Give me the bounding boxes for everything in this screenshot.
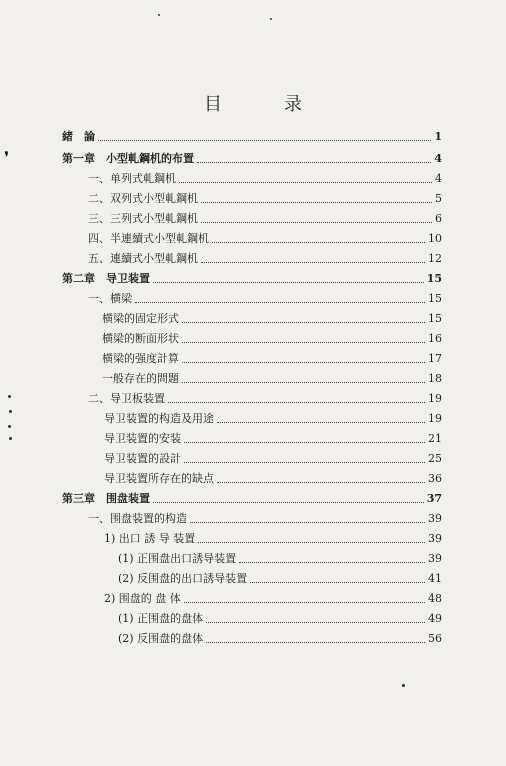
toc-entry: [102, 346, 442, 366]
toc-entry-page: 37: [426, 492, 442, 505]
toc-entry-label: 导卫装置的构造及用途: [104, 412, 214, 425]
toc-entry-page: 56: [428, 632, 442, 645]
toc-entry: [104, 426, 442, 446]
toc-entry: [118, 606, 442, 626]
toc-entry: [102, 326, 442, 346]
toc-entry: [62, 124, 442, 144]
toc-entry-label: 横梁的断面形状: [102, 332, 179, 345]
dot-leader: [212, 242, 425, 243]
toc-entry-page: 4: [434, 152, 442, 165]
toc-entry-page: 21: [428, 432, 442, 445]
dot-leader: [239, 562, 425, 563]
toc-entry: [118, 566, 442, 586]
toc-entry-page: 10: [428, 232, 442, 245]
toc-entry-page: 39: [428, 532, 442, 545]
dot-leader: [182, 382, 425, 383]
toc-entry-label: 横梁的强度計算: [102, 352, 179, 365]
toc-entry: [88, 226, 442, 246]
toc-entry-label: 导卫装置的設計: [104, 452, 181, 465]
toc-entry-label: (1) 正围盘的盘体: [118, 612, 204, 625]
toc-entry-page: 17: [428, 352, 442, 365]
toc-entry-page: 6: [435, 212, 442, 225]
dot-leader: [182, 342, 425, 343]
toc-entry: [62, 266, 442, 286]
toc-entry-page: 12: [428, 252, 442, 265]
toc-entry-page: 15: [428, 312, 442, 325]
toc-entry-label: 四、半連續式小型軋鋼机: [88, 232, 209, 245]
toc-entry-label: 第一章 小型軋鋼机的布置: [62, 152, 194, 165]
toc-entry-page: 5: [435, 192, 442, 205]
toc-entry-label: 导卫装置所存在的缺点: [104, 472, 214, 485]
scan-speck: [9, 410, 12, 413]
toc-entry: [88, 186, 442, 206]
toc-entry-page: 15: [428, 292, 442, 305]
toc-entry-page: 36: [428, 472, 442, 485]
toc-entry-page: 19: [428, 392, 442, 405]
dot-leader: [153, 502, 424, 503]
toc-entry-label: 五、連續式小型軋鋼机: [88, 252, 198, 265]
toc-entry-label: 一、横梁: [88, 292, 132, 305]
dot-leader: [206, 622, 425, 623]
scan-mark: ❜: [4, 148, 10, 167]
toc-entry-page: 41: [428, 572, 442, 585]
scan-speck: [9, 437, 12, 440]
toc-entry: [62, 146, 442, 166]
toc-entry: [102, 306, 442, 326]
toc-entry-label: 第二章 导卫装置: [62, 272, 150, 285]
dot-leader: [182, 362, 425, 363]
toc-entry-label: 第三章 围盘装置: [62, 492, 150, 505]
toc-entry: [104, 586, 442, 606]
scan-speck: [402, 684, 405, 687]
toc-entry-page: 39: [428, 552, 442, 565]
toc-entry: [62, 486, 442, 506]
toc-entry-page: 18: [428, 372, 442, 385]
toc-entry-label: 一、围盘装置的构造: [88, 512, 187, 525]
dot-leader: [153, 282, 424, 283]
dot-leader: [168, 402, 425, 403]
toc-entry-page: 49: [428, 612, 442, 625]
toc-entry-label: 一般存在的問題: [102, 372, 179, 385]
toc-entry: [102, 366, 442, 386]
dot-leader: [184, 442, 425, 443]
toc-entry-label: 1) 出口 誘 导 装置: [104, 532, 196, 545]
dot-leader: [179, 182, 432, 183]
toc-entry: [88, 166, 442, 186]
scan-speck: [158, 14, 160, 16]
toc-entry: [104, 406, 442, 426]
page-title: 目 录: [204, 94, 324, 115]
scan-speck: [270, 18, 272, 20]
toc-entry-label: (2) 反围盘的出口誘导装置: [118, 572, 248, 585]
toc-entry-label: 2) 围盘的 盘 体: [104, 592, 181, 605]
dot-leader: [206, 642, 425, 643]
toc-entry: [104, 446, 442, 466]
toc-entry: [88, 506, 442, 526]
dot-leader: [201, 222, 432, 223]
toc-entry-label: 二、导卫板装置: [88, 392, 165, 405]
toc-entry: [88, 386, 442, 406]
toc-entry: [118, 626, 442, 646]
dot-leader: [182, 322, 425, 323]
toc-entry-page: 16: [428, 332, 442, 345]
toc-entry-label: 二、双列式小型軋鋼机: [88, 192, 198, 205]
toc-entry-label: (2) 反围盘的盘体: [118, 632, 204, 645]
toc-entry: [118, 546, 442, 566]
dot-leader: [98, 140, 431, 141]
scan-speck: [8, 425, 11, 428]
toc-entry-label: 緒 論: [62, 130, 95, 143]
dot-leader: [201, 262, 425, 263]
toc-entry-label: 三、三列式小型軋鋼机: [88, 212, 198, 225]
toc-entry-label: 导卫装置的安装: [104, 432, 181, 445]
dot-leader: [135, 302, 425, 303]
dot-leader: [217, 422, 425, 423]
toc-entry: [88, 246, 442, 266]
toc-entry-page: 25: [428, 452, 442, 465]
dot-leader: [197, 162, 431, 163]
toc-entry: [88, 286, 442, 306]
toc-entry: [104, 466, 442, 486]
toc-entry-label: 一、单列式軋鋼机: [88, 172, 176, 185]
dot-leader: [184, 462, 425, 463]
dot-leader: [184, 602, 425, 603]
toc-entry-page: 1: [434, 130, 442, 143]
toc-entry-page: 15: [426, 272, 442, 285]
dot-leader: [190, 522, 425, 523]
toc-entry-page: 48: [428, 592, 442, 605]
toc-entry: [88, 206, 442, 226]
dot-leader: [217, 482, 425, 483]
toc-entry-page: 19: [428, 412, 442, 425]
scan-speck: [8, 395, 11, 398]
dot-leader: [250, 582, 425, 583]
toc-entry-label: (1) 正围盘出口誘导装置: [118, 552, 237, 565]
dot-leader: [198, 542, 425, 543]
toc-entry: [104, 526, 442, 546]
toc-entry-page: 4: [435, 172, 442, 185]
toc-entry-page: 39: [428, 512, 442, 525]
toc-entry-label: 横梁的固定形式: [102, 312, 179, 325]
dot-leader: [201, 202, 432, 203]
